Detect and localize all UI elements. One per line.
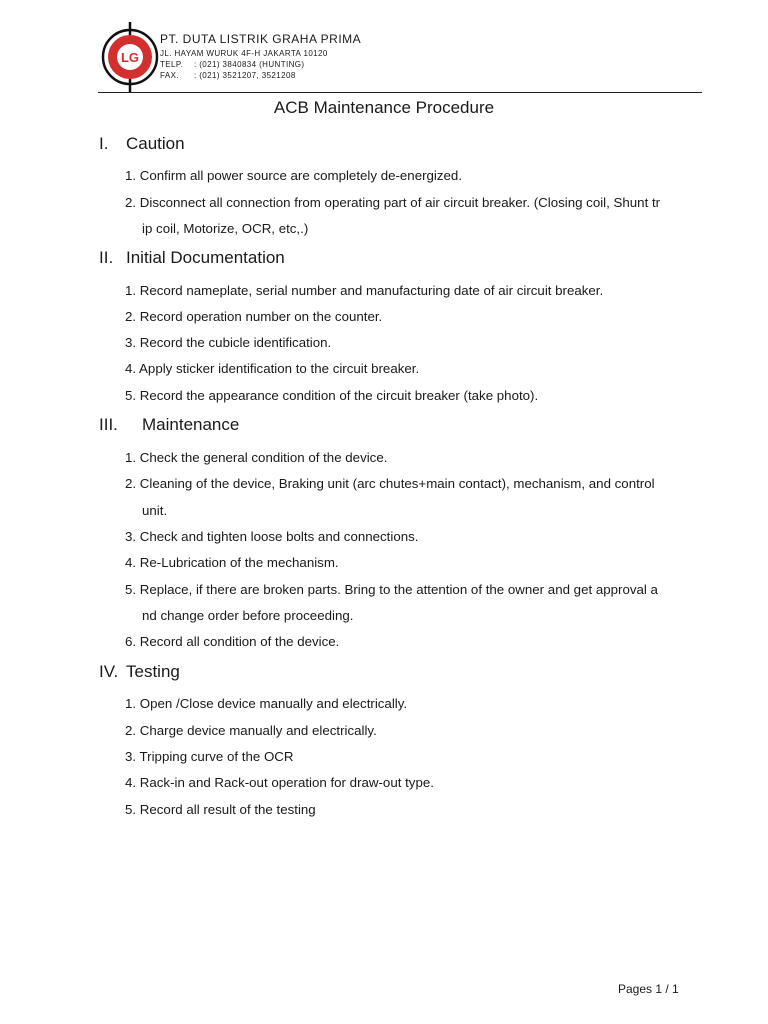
list-item: 5. Record the appearance condition of the circuit breaker (take photo). [125, 388, 539, 403]
list-item: 2. Record operation number on the counter. [125, 309, 383, 324]
section-number: III. [99, 415, 118, 434]
fax-label: FAX. [160, 71, 179, 80]
fax-value: : (021) 3521207, 3521208 [194, 71, 296, 80]
list-item: 1. Open /Close device manually and electrically. [125, 696, 408, 711]
company-logo [100, 22, 160, 92]
section-heading-testing [99, 662, 180, 682]
list-item: 1. Confirm all power source are completely de-energized. [125, 168, 463, 183]
list-item: 4. Apply sticker identification to the circuit breaker. [125, 361, 420, 376]
telp-value: : (021) 3840834 (HUNTING) [194, 60, 305, 69]
list-item-continuation: unit. [142, 503, 168, 518]
list-item: 1. Record nameplate, serial number and manufacturing date of air circuit breaker. [125, 283, 604, 298]
document-title: ACB Maintenance Procedure [273, 98, 495, 117]
page-number: Pages 1 / 1 [618, 982, 679, 996]
section-number: IV. [99, 662, 119, 681]
list-item: 2. Charge device manually and electrically. [125, 723, 377, 738]
list-item-continuation: nd change order before proceeding. [142, 608, 354, 623]
list-item: 3. Check and tighten loose bolts and connections. [125, 529, 419, 544]
company-address: JL. HAYAM WURUK 4F-H JAKARTA 10120 [160, 49, 328, 58]
list-item: 5. Replace, if there are broken parts. Bring to the attention of the owner and get approval a [125, 582, 658, 597]
section-heading-maintenance [99, 415, 239, 435]
list-item: 6. Record all condition of the device. [125, 634, 340, 649]
section-title: Caution [126, 134, 185, 153]
section-title: Testing [126, 662, 180, 681]
list-item: 2. Cleaning of the device, Braking unit (arc chutes+main contact), mechanism, and control [125, 476, 655, 491]
company-telp [160, 59, 361, 70]
company-info [160, 32, 361, 81]
company-fax [160, 70, 361, 81]
list-item: 1. Check the general condition of the device. [125, 450, 388, 465]
logo-text: LG [120, 50, 140, 65]
section-title: Maintenance [142, 415, 240, 434]
section-number: I. [99, 134, 109, 153]
company-name: PT. DUTA LISTRIK GRAHA PRIMA [160, 32, 362, 46]
list-item: 5. Record all result of the testing [125, 802, 316, 817]
telp-label: TELP. [160, 60, 184, 69]
list-item-continuation: ip coil, Motorize, OCR, etc,.) [142, 221, 309, 236]
list-item: 3. Record the cubicle identification. [125, 335, 332, 350]
list-item: 4. Rack-in and Rack-out operation for draw-out type. [125, 775, 434, 790]
list-item: 2. Disconnect all connection from operating part of air circuit breaker. (Closing coil, Shunt tr [125, 195, 661, 210]
section-heading-caution [99, 134, 185, 154]
section-heading-initial-documentation [99, 248, 285, 268]
header-divider [98, 92, 702, 93]
section-title: Initial Documentation [126, 248, 285, 267]
list-item: 4. Re-Lubrication of the mechanism. [125, 555, 339, 570]
section-number: II. [99, 248, 114, 267]
list-item: 3. Tripping curve of the OCR [125, 749, 294, 764]
